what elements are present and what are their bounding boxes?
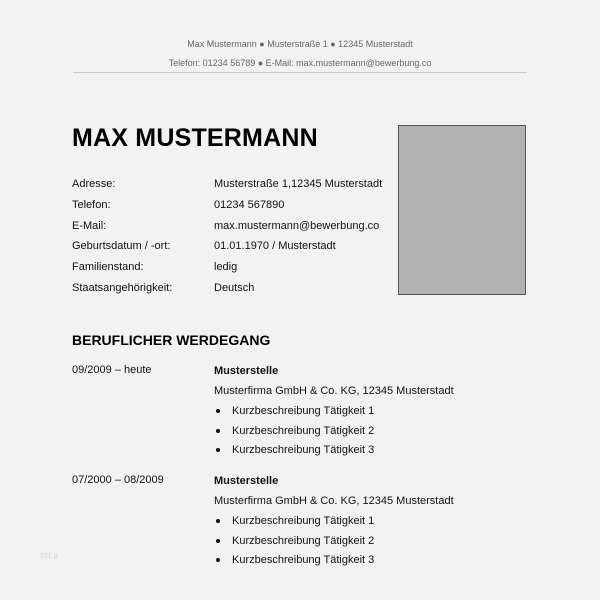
personal-label: Familienstand: <box>72 261 144 274</box>
personal-row-nationality <box>72 281 392 302</box>
task-text: Kurzbeschreibung Tätigkeit 3 <box>232 444 375 456</box>
task-text: Kurzbeschreibung Tätigkeit 1 <box>232 515 375 527</box>
bullet-icon <box>216 519 220 523</box>
job-date: 09/2009 – heute <box>72 364 152 376</box>
personal-label: Staatsangehörigkeit: <box>72 281 173 294</box>
applicant-name: MAX MUSTERMANN <box>72 124 318 152</box>
personal-value: ledig <box>214 261 238 274</box>
personal-label: Adresse: <box>72 178 116 190</box>
bullet-icon <box>216 558 220 562</box>
task-text: Kurzbeschreibung Tätigkeit 1 <box>232 405 375 417</box>
job-details <box>214 474 514 573</box>
header-line-address: Max Mustermann ● Musterstraße 1 ● 12345 Musterstadt <box>187 39 413 49</box>
task-text: Kurzbeschreibung Tätigkeit 2 <box>232 534 375 547</box>
task-item <box>214 534 514 554</box>
section-title-career: BERUFLICHER WERDEGANG <box>72 332 271 348</box>
personal-value: 01234 567890 <box>214 198 285 211</box>
watermark: 101.p <box>40 553 58 560</box>
task-item <box>214 404 514 424</box>
personal-value: 01.01.1970 / Musterstadt <box>214 240 336 253</box>
task-item <box>214 514 514 534</box>
task-text: Kurzbeschreibung Tätigkeit 3 <box>232 554 375 566</box>
personal-row-marital <box>72 260 392 281</box>
job-title: Musterstelle <box>214 365 279 377</box>
job-details <box>214 364 514 463</box>
job-company: Musterfirma GmbH & Co. KG, 12345 Musterstadt <box>214 495 454 507</box>
personal-label: E-Mail: <box>72 219 107 232</box>
job-title: Musterstelle <box>214 475 279 487</box>
personal-value: Musterstraße 1,12345 Musterstadt <box>214 178 383 190</box>
job-tasks <box>214 514 514 573</box>
task-item <box>214 553 514 573</box>
contact-header <box>0 35 600 73</box>
bullet-icon <box>216 539 220 543</box>
photo-placeholder <box>398 125 526 295</box>
header-divider <box>73 72 527 73</box>
personal-row-birth <box>72 239 392 260</box>
job-company: Musterfirma GmbH & Co. KG, 12345 Musterstadt <box>214 385 454 397</box>
personal-label: Geburtsdatum / -ort: <box>72 240 171 253</box>
personal-label: Telefon: <box>72 198 111 211</box>
personal-row-email <box>72 219 392 240</box>
job-tasks <box>214 404 514 463</box>
personal-row-address <box>72 177 392 198</box>
personal-value: max.mustermann@bewerbung.co <box>214 219 380 232</box>
personal-value: Deutsch <box>214 281 255 294</box>
personal-row-phone <box>72 198 392 219</box>
bullet-icon <box>216 429 220 433</box>
task-item <box>214 443 514 463</box>
bullet-icon <box>216 448 220 452</box>
personal-details <box>72 177 392 302</box>
header-line-contact: Telefon: 01234 56789 ● E-Mail: max.mustermann@bewerbung.co <box>168 58 432 68</box>
task-item <box>214 424 514 444</box>
job-date: 07/2000 – 08/2009 <box>72 474 164 486</box>
task-text: Kurzbeschreibung Tätigkeit 2 <box>232 424 375 437</box>
bullet-icon <box>216 409 220 413</box>
